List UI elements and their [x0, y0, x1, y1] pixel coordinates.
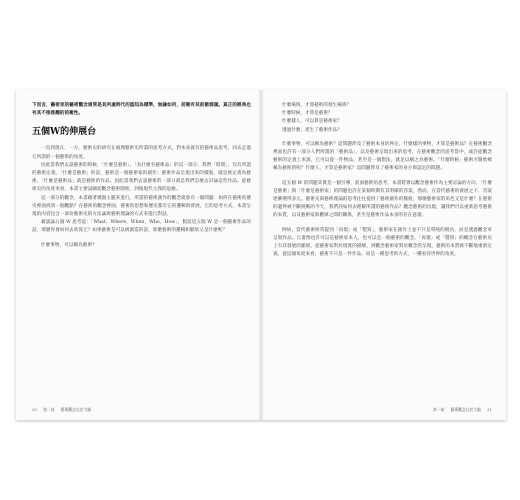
- left-footer: [32, 407, 96, 412]
- question-item: 什麼時候，才算是藝術？: [282, 111, 333, 117]
- book-spread: [16, 90, 506, 420]
- page-number: 20: [32, 407, 37, 412]
- question-list: [273, 102, 492, 135]
- right-page: [261, 90, 506, 420]
- left-page: [16, 90, 261, 420]
- intro-paragraph: 下而言，藝術家的藝術觀念通常是其所處時代的認知為標準，無論如何，前衛有其前衛源頭。真正的經典也有其不推推翻的前衛性。: [32, 103, 251, 117]
- closing-question: 什麼事物，可以稱為藝術？: [41, 242, 97, 248]
- footer-chapter: 藝術觀念在於大腦: [60, 407, 92, 412]
- question-item: 什麼樣人，可以算是藝術家？: [282, 119, 342, 125]
- question-item: 透過什麼，產生了藝術作品？: [282, 127, 342, 133]
- question-item: 什麼場域，才算藝術的發生場域？: [282, 103, 351, 108]
- right-footer: [428, 407, 492, 412]
- body-paragraph: 一直到現在，一方，藝術史的研究在處理藝術史所謂的思考方式，對本身就有的藝術品思考，回去走過它所謂的一個藝術的角度。: [32, 146, 251, 160]
- body-paragraph: 什麼事物，可以稱為藝術？這問題涉及了藝術本身的界定。什麼樣的事物，才算是藝術品？在藝術觀念裡面也許有一部分人們所謂的「藝術品」，以及藝術呈現出來的思考，在藝術觀念的思考當中，或許從觀念藝術的定義上來說，它可以從一件物品，甚至是一個想法，就足以稱之為藝術。「什麼時候」藝術才開始被稱為藝術的呢？什麼人，才算是藝術家？這問題涉及了藝術家的身分與認定的問題。: [273, 141, 492, 172]
- footer-part: 第一部: [432, 407, 445, 412]
- page-number: 21: [487, 407, 492, 412]
- section-heading: 五個W的伸展台: [32, 127, 97, 138]
- footer-chapter: 藝術觀念在於大腦: [450, 407, 481, 412]
- body-paragraph: 因此當我們去談藝術的時候，「什麼是藝術」、「為什麼有藝術品」的這一部分，我們「時間」，沒有所謂的藝術定義，「什麼是藝術」的話，藝術是一個藝術家的創作；藝術作品呈現出來的樣貌，就是被定義為藝術。「什麼是藝術品」就是藝術的作品。因此當我們去談藝術的一部分就是我們怎麼去討論這些作品。從藝術史的角度來看，本書主要試圖從觀念藝術開始，到後現代主義的思維。: [32, 162, 251, 193]
- body-paragraph: 藉談論五個 W 思考起：「What、Where、When、Who、How」，假設這五個 W 是一個藝術作品的話，那麼你會如何去欣賞它？如果藝術是可以被創造的話，那麼藝術的邏輯和脈絡又是什麼呢？: [32, 220, 251, 234]
- footer-part: 第一部: [43, 407, 55, 412]
- body-paragraph: 這一部分的觀念，本書藉著幾個主題來進行。所謂的藝術創作的觀念就會有一個問題：如何在藝術的歷史裡面找到一個觀點？在藝術的觀念裡面，藝術的思想和歷史都有它的邏輯與發展，它的思考方式，本書呈現的內容包含一部份藝術史的方法論與藝術理論的方式來進行對話。: [32, 195, 251, 218]
- body-paragraph: 這五個 W 的問題其實是一個引導，前面藝術的思考，本書將會以觀念藝術作為主要討論的方向。「什麼是藝術」與「什麼是藝術家」的問題也許在某個時期有其明確的答案，然而，在當代藝術的發展之下，答案逐漸變得多元。藝術史與藝術理論的思考往往提供了藝術創作的脈絡，那麼藝術家的角色又是什麼？在藝術的邊界被不斷挑戰的今天，我們該如何去理解所謂的藝術作品？觀念藝術的出現，讓我們可以重新思考藝術的本質，以及藝術家與觀眾之間的關係，甚至是藝術作品本身的存在意義。: [273, 180, 492, 219]
- body-paragraph: 例如，當代藝術經常提到「再現」或「製寫」，藝術家在創作上並不只是單純的模仿，而是透過觀念來呈現作品。自畫像也許可以是藝術家本人，也可以是一個藝術的觀念。「再現」或「製寫」的概念在藝術史上有其發展的脈絡，從藝術家對於現實的描繪，到觀念藝術家對於概念的呈現，藝術的本質被不斷地重新定義。從這個角度來看，藝術不只是一件作品，而是一種思考的方式，一種看待世界的角度。: [273, 227, 492, 258]
